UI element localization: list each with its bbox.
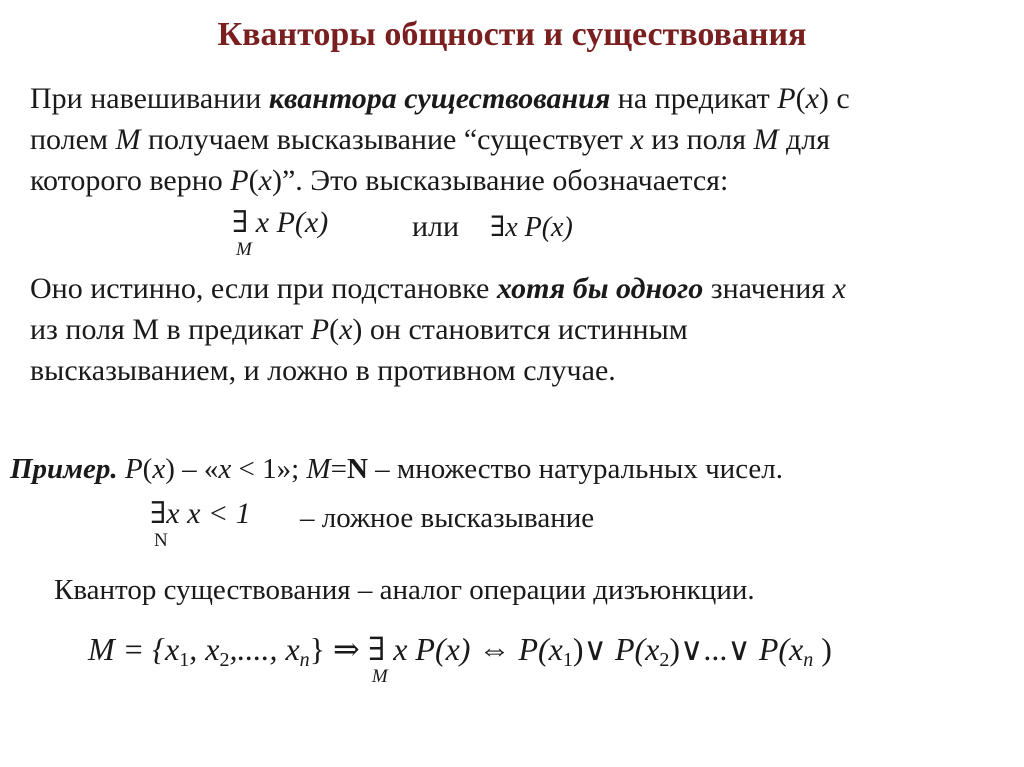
iff-symbol: ⇔ — [478, 631, 511, 667]
truth-paragraph — [30, 268, 846, 391]
example-formula — [150, 496, 251, 551]
exists-symbol: ∃ — [232, 206, 249, 239]
predicate-expression: x P(x) — [505, 212, 573, 243]
intro-paragraph — [30, 78, 850, 201]
exists-symbol: ∃ — [150, 497, 167, 530]
or-symbol: ∨ — [583, 631, 607, 667]
truth-line-3: высказыванием, и ложно в противном случае. — [30, 354, 616, 387]
notation-or: или — [412, 210, 460, 243]
or-symbol: ∨ — [680, 631, 704, 667]
or-symbol: ∨ — [727, 631, 751, 667]
example-expression: x x < 1 — [166, 497, 251, 530]
slide-title: Кванторы общности и существования — [217, 16, 807, 53]
example-description: – ложное высказывание — [300, 502, 595, 534]
exists-symbol: ∃ — [367, 631, 386, 667]
term-at-least-one: хотя бы одного — [496, 272, 704, 305]
intro-line-3: которого верно P(x)”. Это высказывание обозначается: — [30, 164, 729, 197]
implies-symbol: ⇒ — [325, 631, 368, 667]
predicate-expression: x P(x) — [248, 206, 329, 239]
domain-subscript: M — [236, 239, 252, 260]
truth-line-1: Оно истинно, если при подстановке хотя бы одного значения x — [30, 272, 846, 305]
domain-subscript: M — [371, 666, 388, 687]
domain-subscript: N — [154, 530, 168, 551]
final-formula: M = {x1, x2,...., xn} ⇒ ∃ M x P(x) ⇔ P(x1)∨ P(x2)∨...∨ P(xn ) — [88, 631, 832, 687]
truth-line-2: из поля М в предикат P(x) он становится истинным — [30, 313, 688, 346]
exists-symbol: ∃ — [490, 212, 506, 243]
example-line: Пример. P(x) – «x < 1»; M=N – множество натуральных чисел. — [10, 453, 784, 485]
example-label: Пример. — [10, 453, 118, 485]
notation-formula-plain — [490, 210, 573, 244]
analogy-line: Квантор существования – аналог операции дизъюнкции. — [54, 574, 755, 606]
term-existential-quantifier: квантора существования — [268, 82, 611, 115]
intro-line-1: При навешивании квантора существования на предикат P(x) с — [30, 82, 850, 115]
notation-formula-subscript — [232, 205, 329, 260]
intro-line-2: полем M получаем высказывание “существует x из поля M для — [30, 123, 831, 156]
